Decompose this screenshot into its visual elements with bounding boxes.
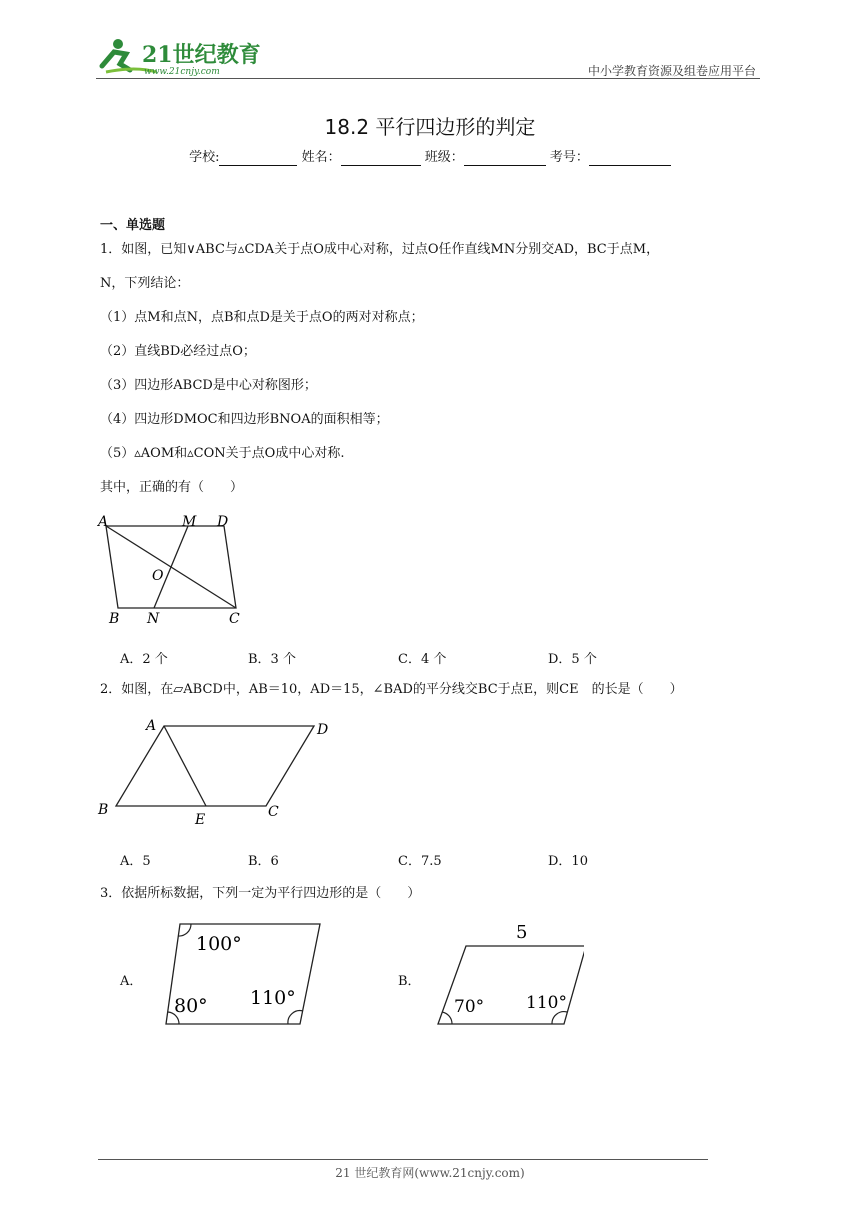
school-blank[interactable]: [219, 150, 297, 166]
q1-item-3: （3）四边形ABCD是中心对称图形；: [100, 378, 317, 393]
class-label: 班级：: [424, 150, 464, 165]
q1-item-2: （2）直线BD必经过点O；: [100, 344, 256, 359]
q1-item-1: （1）点M和点N，点B和点D是关于点O的两对对称点；: [100, 310, 424, 325]
q2-choice-c[interactable]: C．7.5: [398, 854, 442, 869]
q2-choice-b[interactable]: B．6: [248, 854, 279, 869]
exam-no-blank[interactable]: [589, 150, 671, 166]
q3a-angle-80: 80°: [174, 995, 208, 1017]
class-blank[interactable]: [464, 150, 546, 166]
q2-figure: [96, 712, 346, 836]
q3a-angle-100: 100°: [196, 933, 242, 955]
student-info: [0, 146, 860, 166]
q1-choice-b[interactable]: B．3 个: [248, 652, 296, 667]
q3b-angle-70: 70°: [454, 997, 485, 1017]
logo-url: www.21cnjy.com: [144, 67, 220, 77]
q3-stem: 3．依据所标数据，下列一定为平行四边形的是（ ）: [100, 886, 421, 901]
q1-label-c: C: [229, 611, 240, 627]
footer-text[interactable]: 21 世纪教育网(www.21cnjy.com): [335, 1166, 525, 1180]
q1-label-m: M: [182, 514, 197, 530]
q1-label-a: A: [98, 514, 109, 530]
q1-label-n: N: [147, 611, 160, 627]
logo-runner-icon: [96, 36, 266, 78]
q1-label-d: D: [217, 514, 229, 530]
q1-item-5: （5）▵AOM和▵CON关于点O成中心对称.: [100, 446, 345, 461]
q3-option-a-figure: [160, 918, 330, 1034]
q1-choice-d[interactable]: D．5 个: [548, 652, 597, 667]
logo: [96, 36, 266, 78]
logo-text: 21世纪教育: [142, 42, 261, 68]
footer-divider: [98, 1159, 708, 1160]
q2-stem: 2．如图，在▱ABCD中，AB＝10，AD＝15，∠BAD的平分线交BC于点E，则CE 的长是（ ）: [100, 682, 683, 697]
header-platform-text: 中小学教育资源及组卷应用平台: [587, 64, 756, 78]
q1-choice-a[interactable]: A．2 个: [120, 652, 168, 667]
q1-stem-line1: 1．如图，已知∨ABC与▵CDA关于点O成中心对称，过点O任作直线MN分别交AD，BC于点M，: [100, 242, 660, 257]
q1-item-4: （4）四边形DMOC和四边形BNOA的面积相等；: [100, 412, 389, 427]
q2-label-b: B: [98, 802, 109, 818]
header-divider: [96, 78, 760, 79]
q1-label-b: B: [109, 611, 120, 627]
school-label: 学校:: [189, 150, 220, 165]
exam-no-label: 考号：: [549, 150, 589, 165]
q3a-angle-110: 110°: [250, 987, 296, 1009]
q1-choice-c[interactable]: C．4 个: [398, 652, 447, 667]
q3b-side-5: 5: [516, 922, 528, 943]
q2-choice-a[interactable]: A．5: [120, 854, 151, 869]
name-blank[interactable]: [341, 150, 421, 166]
q2-label-c: C: [268, 804, 279, 820]
q2-choice-d[interactable]: D．10: [548, 854, 588, 869]
q3b-angle-110: 110°: [526, 993, 567, 1013]
q1-stem-line2: N，下列结论：: [100, 276, 190, 291]
q2-label-e: E: [195, 812, 206, 828]
q1-ask: 其中，正确的有（ ）: [100, 480, 244, 495]
q1-label-o: O: [152, 568, 164, 584]
section-heading: 一、单选题: [100, 218, 166, 233]
q3-option-a-label[interactable]: A．: [120, 974, 143, 989]
q3-option-b-label[interactable]: B．: [398, 974, 421, 989]
q2-label-d: D: [317, 722, 329, 738]
q2-label-a: A: [146, 718, 157, 734]
q1-figure: [96, 508, 256, 637]
page-title: 18.2 平行四边形的判定: [324, 115, 536, 139]
q3-option-b-figure: [434, 918, 584, 1034]
name-label: 姓名：: [301, 150, 341, 165]
